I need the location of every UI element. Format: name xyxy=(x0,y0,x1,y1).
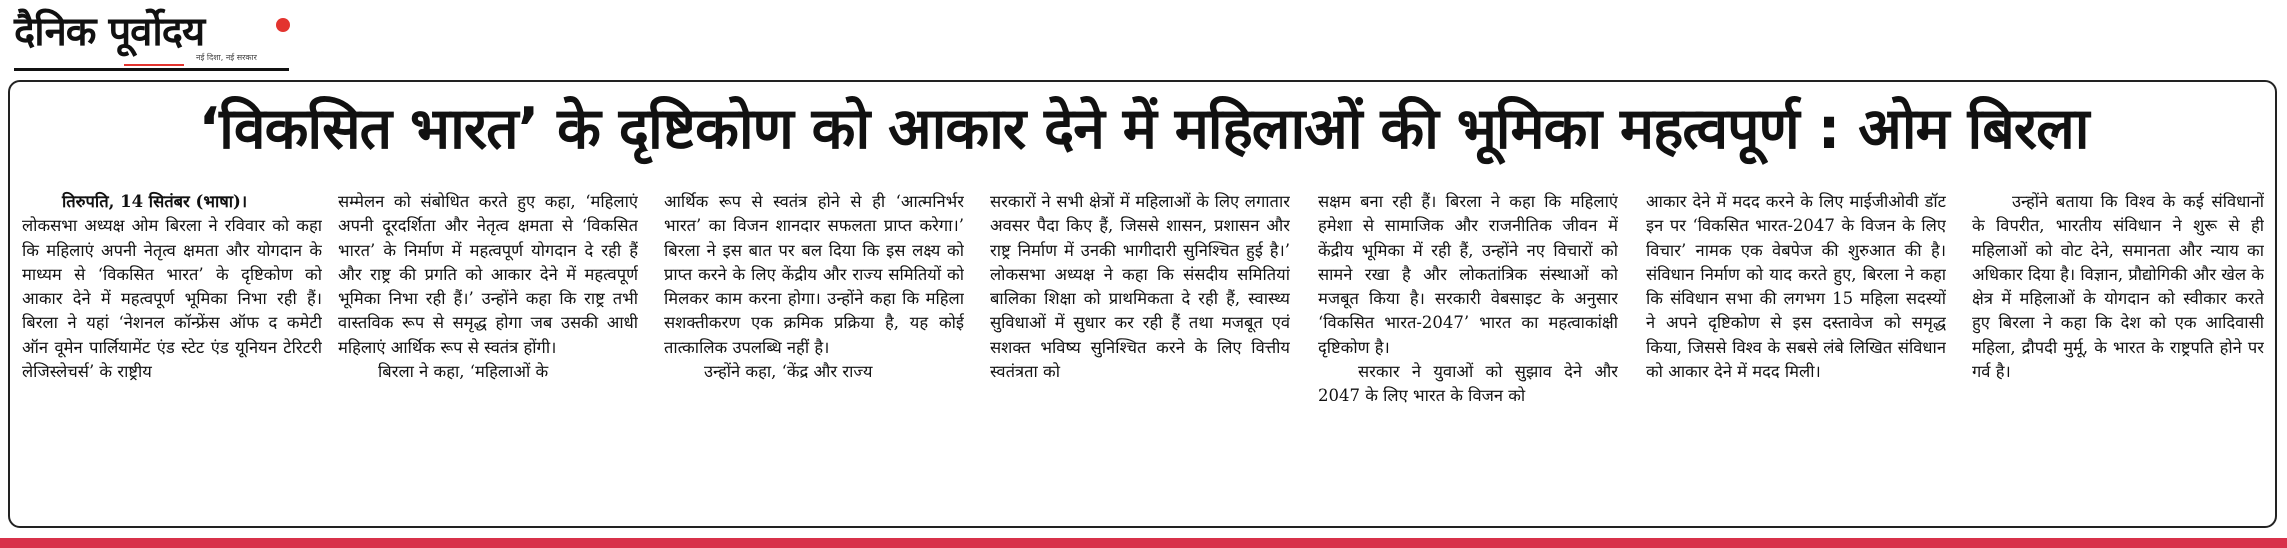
article-paragraph: सम्मेलन को संबोधित करते हुए कहा, ‘महिलाएं अपनी दूरदर्शिता और नेतृत्व क्षमता से ‘विकसित भारत’ के निर्माण में महत्वपूर्ण योगदान दे रही हैं और राष्ट्र की प्रगति को आकार देने में महत्वपूर्ण भूमिका निभा रही हैं।’ उन्होंने कहा कि राष्ट्र तभी वास्तविक रूप से समृद्ध होगा जब उसकी आधी महिलाएं आर्थिक रूप से स्वतंत्र होंगी। xyxy=(338,192,638,357)
masthead-rule xyxy=(14,68,289,71)
article-column-1 xyxy=(22,190,322,516)
article-paragraph: सरकारों ने सभी क्षेत्रों में महिलाओं के लिए लगातार अवसर पैदा किए हैं, जिससे शासन, प्रशासन और राष्ट्र निर्माण में उनकी भागीदारी सुनिश्चित हुई है।’ लोकसभा अध्यक्ष ने कहा कि संसदीय समितियां बालिका शिक्षा को प्राथमिकता दे रही हैं, स्वास्थ्य सुविधाओं में सुधार कर रही हैं तथा मजबूत एवं सशक्त भविष्य सुनिश्चित करने के लिए वित्तीय स्वतंत्रता को xyxy=(990,192,1290,382)
article-paragraph: उन्होंने कहा, ‘केंद्र और राज्य xyxy=(704,362,873,382)
article-paragraph: लोकसभा अध्यक्ष ओम बिरला ने रविवार को कहा कि महिलाएं अपनी नेतृत्व क्षमता और योगदान के माध्यम से ‘विकसित भारत’ के दृष्टिकोण को आकार देने में महत्वपूर्ण भूमिका निभा रही हैं। बिरला ने यहां ‘नेशनल कॉन्फ्रेंस ऑफ द कमेटी ऑन वूमेन पार्लियामेंट एंड स्टेट एंड यूनियन टेरिटरी लेजिस्लेचर्स’ के राष्ट्रीय xyxy=(22,216,322,382)
newspaper-name: दैनिक पूर्वोदय xyxy=(14,9,205,55)
masthead xyxy=(14,2,294,72)
article-column-4 xyxy=(990,190,1290,516)
article-headline: ‘विकसित भारत’ के दृष्टिकोण को आकार देने में महिलाओं की भूमिका महत्वपूर्ण : ओम बिरला xyxy=(198,96,2089,162)
article-column-7 xyxy=(1972,190,2264,516)
article-paragraph: उन्होंने बताया कि विश्व के कई संविधानों के विपरीत, भारतीय संविधान ने शुरू से ही महिलाओं को वोट देने, समानता और न्याय का अधिकार दिया है। विज्ञान, प्रौद्योगिकी और खेल के क्षेत्र में महिलाओं के योगदान को स्वीकार करते हुए बिरला ने कहा कि देश को एक आदिवासी महिला, द्रौपदी मुर्मू, के भारत के राष्ट्रपति होने पर गर्व है। xyxy=(1972,192,2264,382)
masthead-accent-rule xyxy=(124,64,184,66)
logo-dot-icon xyxy=(276,18,290,32)
article-column-2 xyxy=(338,190,638,516)
article-column-3 xyxy=(664,190,964,516)
article-dateline: तिरुपति, 14 सितंबर (भाषा)। xyxy=(62,192,248,211)
article-paragraph: सक्षम बना रही हैं। बिरला ने कहा कि महिलाएं हमेशा से सामाजिक और राजनीतिक जीवन में केंद्रीय भूमिका में रही हैं, उन्होंने नए विचारों को सामने रखा है और लोकतांत्रिक संस्थाओं को मजबूत किया है। सरकारी वेबसाइट के अनुसार ‘विकसित भारत-2047’ भारत का महत्वाकांक्षी दृष्टिकोण है। xyxy=(1318,192,1618,357)
article-paragraph: बिरला ने कहा, ‘महिलाओं के xyxy=(378,362,549,382)
article-paragraph: आर्थिक रूप से स्वतंत्र होने से ही ‘आत्मनिर्भर भारत’ का विजन शानदार सफलता प्राप्त करेगा।’ बिरला ने इस बात पर बल दिया कि इस लक्ष्य को प्राप्त करने के लिए केंद्रीय और राज्य समितियों को मिलकर काम करना होगा। उन्होंने कहा कि महिला सशक्तीकरण एक क्रमिक प्रक्रिया है, यह कोई तात्कालिक उपलब्धि नहीं है। xyxy=(664,192,964,357)
newspaper-tagline: नई दिशा, नई सरकार xyxy=(196,53,257,62)
article-paragraph: सरकार ने युवाओं को सुझाव देने और 2047 के लिए भारत के विजन को xyxy=(1318,362,1618,406)
bottom-color-bar xyxy=(0,538,2287,548)
article-column-6 xyxy=(1646,190,1946,516)
article-paragraph: आकार देने में मदद करने के लिए माईजीओवी डॉट इन पर ‘विकसित भारत-2047 के विजन के लिए विचार’ नामक एक वेबपेज की शुरुआत की है। संविधान निर्माण को याद करते हुए, बिरला ने कहा कि संविधान सभा की लगभग 15 महिला सदस्यों ने अपने दृष्टिकोण से इस दस्तावेज को समृद्ध किया, जिससे विश्व के सबसे लंबे लिखित संविधान को आकार देने में मदद मिली। xyxy=(1646,192,1946,382)
article-column-5 xyxy=(1318,190,1618,516)
